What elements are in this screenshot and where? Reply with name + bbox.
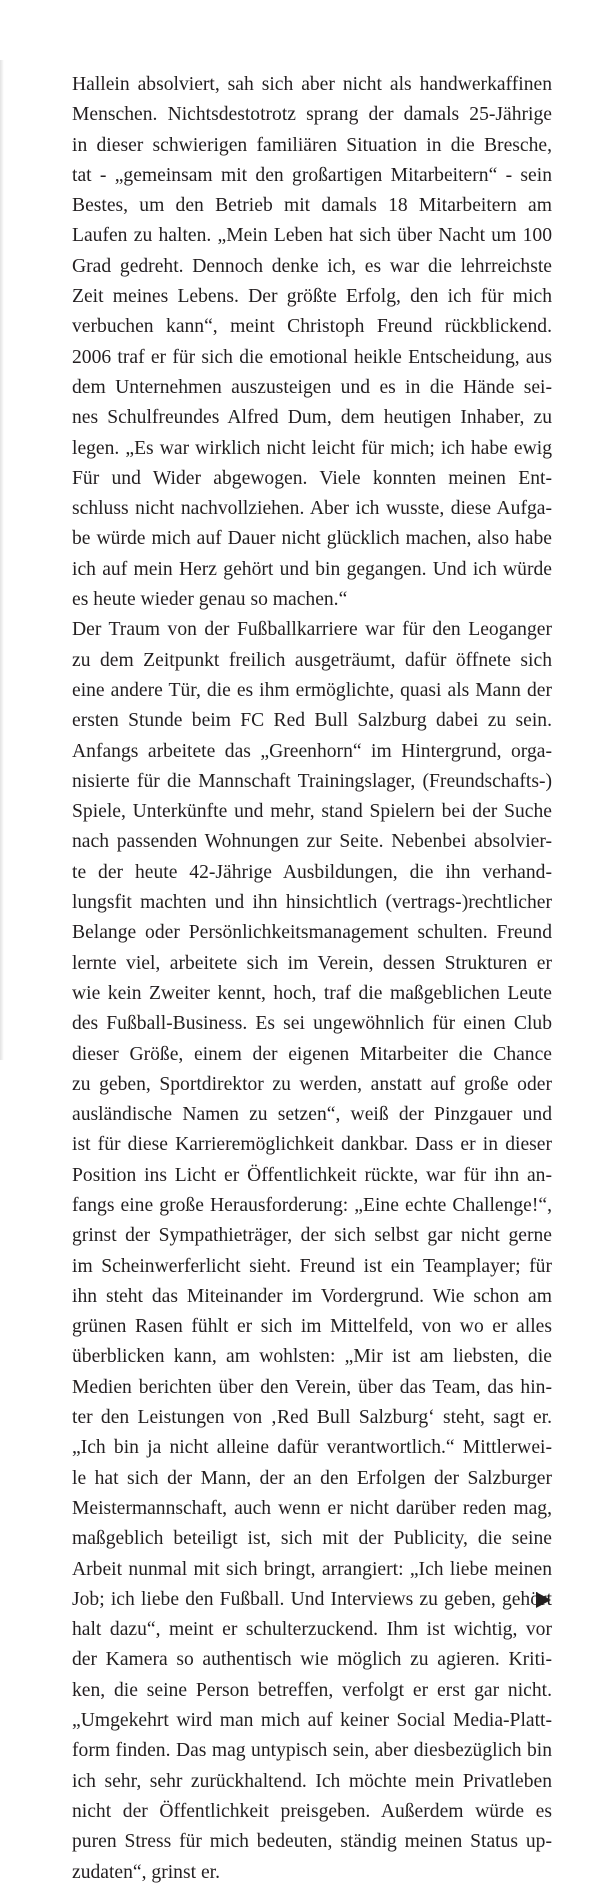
article-line: zudaten“, grinst er. bbox=[72, 1861, 220, 1883]
article-line: des Fußball-Business. Es sei ungewöhnlich für einen Club bbox=[72, 1013, 552, 1035]
article-line: ersten Stunde beim FC Red Bull Salzburg dabei zu sein. bbox=[72, 710, 552, 732]
article-line: ich auf mein Herz gehört und bin gegangen. Und ich würde bbox=[72, 558, 552, 580]
article-line: lernte viel, arbeitete sich im Verein, dessen Strukturen er bbox=[72, 952, 552, 974]
article-line: „Ich bin ja nicht alleine dafür verantwortlich.“ Mittlerwei- bbox=[72, 1437, 552, 1459]
article-line: te der heute 42-Jährige Ausbildungen, die ihn verhand- bbox=[72, 861, 552, 883]
article-line: be würde mich auf Dauer nicht glücklich machen, also habe bbox=[72, 528, 552, 550]
article-line: zu dem Zeitpunkt freilich ausgeträumt, dafür öffnete sich bbox=[72, 649, 552, 671]
article-line: grünen Rasen fühlt er sich im Mittelfeld, von wo er alles bbox=[72, 1316, 552, 1338]
article-line: ken, die seine Person betreffen, verfolgt er erst gar nicht. bbox=[72, 1679, 552, 1701]
article-line: Anfangs arbeitete das „Greenhorn“ im Hintergrund, orga- bbox=[72, 740, 552, 762]
article-line: zu geben, Sportdirektor zu werden, anstatt auf große oder bbox=[72, 1073, 552, 1095]
article-line: Spiele, Unterkünfte und mehr, stand Spielern bei der Suche bbox=[72, 801, 552, 823]
article-line: Zeit meines Lebens. Der größte Erfolg, den ich für mich bbox=[72, 286, 552, 308]
article-line: der Kamera so authentisch wie möglich zu agieren. Kriti- bbox=[72, 1649, 552, 1671]
article-line: ter den Leistungen von ‚Red Bull Salzburg‘ steht, sagt er. bbox=[72, 1407, 552, 1429]
article-line: ihn steht das Miteinander im Vordergrund. Wie schon am bbox=[72, 1285, 552, 1307]
article-line: Meistermannschaft, auch wenn er nicht darüber reden mag, bbox=[72, 1497, 552, 1519]
article-line: ich sehr, sehr zurückhaltend. Ich möchte mein Privatleben bbox=[72, 1770, 552, 1792]
article-line: verbuchen kann“, meint Christoph Freund rückblickend. bbox=[72, 316, 552, 338]
article-line: nisierte für die Mannschaft Trainingslager, (Freundschafts-) bbox=[72, 770, 552, 792]
article-line: Der Traum von der Fußballkarriere war für den Leoganger bbox=[72, 619, 552, 641]
article-line: Grad gedreht. Dennoch denke ich, es war die lehrreichste bbox=[72, 255, 552, 277]
article-line: Bestes, um den Betrieb mit damals 18 Mitarbeitern am bbox=[72, 195, 552, 217]
article-line: eine andere Tür, die es ihm ermöglichte, quasi als Mann der bbox=[72, 679, 552, 701]
article-line: Arbeit nunmal mit sich bringt, arrangiert: „Ich liebe meinen bbox=[72, 1558, 552, 1580]
article-line: Position ins Licht er Öffentlichkeit rückte, war für ihn an- bbox=[72, 1164, 552, 1186]
article-line: dem Unternehmen auszusteigen und es in die Hände sei- bbox=[72, 376, 552, 398]
article-line: nes Schulfreundes Alfred Dum, dem heutigen Inhaber, zu bbox=[72, 407, 552, 429]
article-line: maßgeblich beteiligt ist, sich mit der Publicity, die seine bbox=[72, 1528, 552, 1550]
article-line: Medien berichten über den Verein, über das Team, das hin- bbox=[72, 1376, 552, 1398]
article-line: ausländische Namen zu setzen“, weiß der Pinzgauer und bbox=[72, 1104, 552, 1126]
article-line: Menschen. Nichtsdestotrotz sprang der damals 25-Jährige bbox=[72, 104, 552, 126]
article-line: Hallein absolviert, sah sich aber nicht als handwerkaffinen bbox=[72, 74, 552, 95]
article-line: nicht der Öffentlichkeit preisgeben. Außerdem würde es bbox=[72, 1800, 552, 1822]
article-line: Belange oder Persönlichkeitsmanagement schulten. Freund bbox=[72, 922, 552, 944]
article-line: überblicken kann, am wohlsten: „Mir ist am liebsten, die bbox=[72, 1346, 552, 1368]
article-line: dieser Größe, einem der eigenen Mitarbeiter die Chance bbox=[72, 1043, 552, 1065]
article-line: wie kein Zweiter kennt, hoch, traf die maßgeblichen Leute bbox=[72, 982, 552, 1004]
article-line: halt dazu“, meint er schulterzuckend. Ihm ist wichtig, vor bbox=[72, 1619, 552, 1641]
article-line: Laufen zu halten. „Mein Leben hat sich über Nacht um 100 bbox=[72, 225, 552, 247]
article-line: „Umgekehrt wird man mich auf keiner Social Media-Platt- bbox=[72, 1710, 552, 1732]
article-line: 2006 traf er für sich die emotional heikle Entscheidung, aus bbox=[72, 346, 552, 368]
article-line: form finden. Das mag untypisch sein, aber diesbezüglich bin bbox=[72, 1740, 552, 1762]
article-line: lungsfit machten und ihn hinsichtlich (vertrags-)rechtlicher bbox=[72, 892, 552, 914]
article-line: in dieser schwierigen familiären Situation in die Bresche, bbox=[72, 134, 552, 156]
next-page-arrow-icon[interactable] bbox=[536, 1592, 551, 1608]
article-line: le hat sich der Mann, der an den Erfolgen der Salzburger bbox=[72, 1467, 552, 1489]
article-line: puren Stress für mich bedeuten, ständig meinen Status up- bbox=[72, 1831, 552, 1853]
article-line: tat - „gemeinsam mit den großartigen Mitarbeitern“ - sein bbox=[72, 164, 552, 186]
article-line: nach passenden Wohnungen zur Seite. Nebenbei absolvier- bbox=[72, 831, 552, 853]
article-line: legen. „Es war wirklich nicht leicht für mich; ich habe ewig bbox=[72, 437, 552, 459]
article-line: im Scheinwerferlicht sieht. Freund ist ein Teamplayer; für bbox=[72, 1255, 552, 1277]
page-edge-shadow bbox=[0, 60, 4, 1060]
article-line: ist für diese Karrieremöglichkeit dankbar. Dass er in dieser bbox=[72, 1134, 552, 1156]
article-line: es heute wieder genau so machen.“ bbox=[72, 589, 348, 611]
article-line: Job; ich liebe den Fußball. Und Interviews zu geben, gehört bbox=[72, 1588, 552, 1610]
article-body bbox=[72, 70, 552, 1888]
article-line: grinst der Sympathieträger, der sich selbst gar nicht gerne bbox=[72, 1225, 552, 1247]
article-line: fangs eine große Herausforderung: „Eine echte Challenge!“, bbox=[72, 1194, 552, 1216]
article-line: schluss nicht nachvollziehen. Aber ich wusste, diese Aufga- bbox=[72, 498, 552, 520]
article-line: Für und Wider abgewogen. Viele konnten meinen Ent- bbox=[72, 467, 552, 489]
